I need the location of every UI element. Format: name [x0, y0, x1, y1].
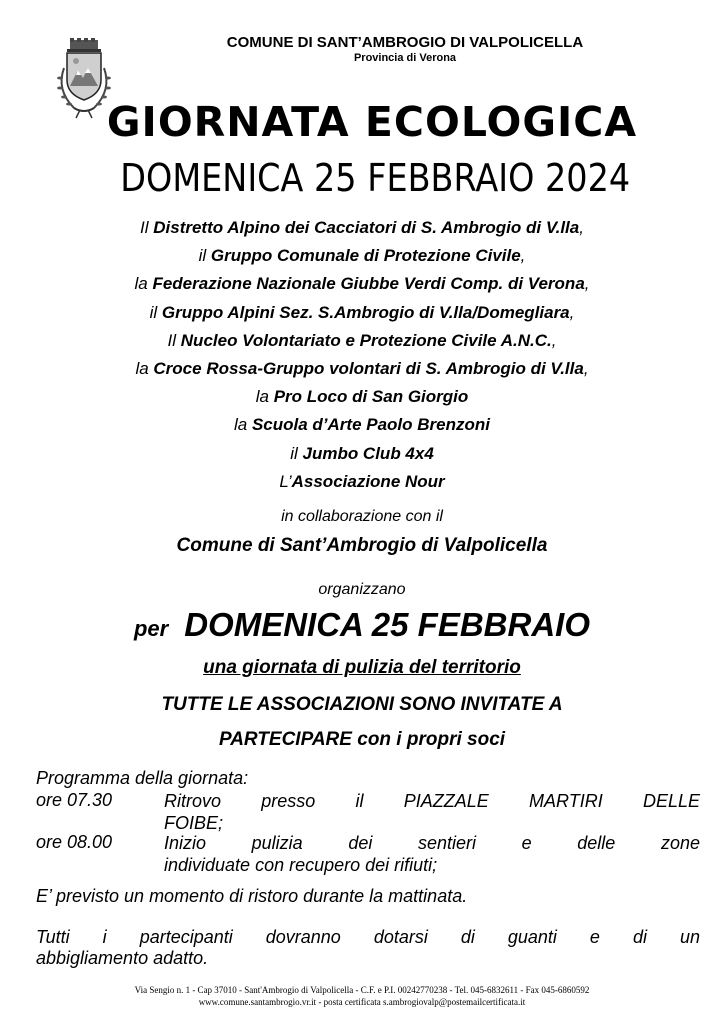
- program-title: Programma della giornata:: [36, 768, 249, 788]
- footer-address: Via Sengio n. 1 - Cap 37010 - Sant'Ambrogio di Valpolicella - C.F. e P.I. 00242770238 - Tel. 045-6832611 - Fax 045-6860592: [134, 985, 590, 995]
- collaboration-text: in collaborazione con il: [281, 508, 443, 525]
- organize-text: organizzano: [318, 581, 406, 598]
- program-time: ore 08.00: [36, 832, 113, 852]
- organization-item: la Scuola d’Arte Paolo Brenzoni: [233, 415, 490, 435]
- invitation-line-2: [0, 729, 724, 751]
- event-subtitle: una giornata di pulizia del territorio: [203, 657, 521, 678]
- program-description: [164, 790, 700, 834]
- page-title: GIORNATA ECOLOGICA: [106, 98, 638, 146]
- organization-item: la Pro Loco di San Giorgio: [255, 387, 469, 407]
- organization-item: Il Distretto Alpino dei Cacciatori di S. Ambrogio di V.lla,: [140, 218, 584, 237]
- organization-item: il Gruppo Comunale di Protezione Civile,: [198, 246, 526, 266]
- organizations-list: [0, 214, 724, 496]
- organization-item: la Croce Rossa-Gruppo volontari di S. Ambrogio di V.lla,: [135, 359, 589, 379]
- program-description-line: Ritrovo presso il PIAZZALE MARTIRI DELLE: [164, 791, 700, 811]
- gloves-note-line-1: Tutti i partecipanti dovranno dotarsi di guanti e di un: [36, 927, 700, 947]
- organization-item: L’Associazione Nour: [279, 471, 445, 491]
- program-description-line: FOIBE;: [164, 813, 224, 833]
- refreshment-note: E’ previsto un momento di ristoro durante la mattinata.: [36, 886, 468, 906]
- comune-name: Comune di Sant’Ambrogio di Valpolicella: [176, 535, 548, 556]
- province-name: Provincia di Verona: [353, 52, 457, 64]
- gloves-note-line-2: abbigliamento adatto.: [36, 948, 209, 968]
- program-time: ore 07.30: [36, 790, 113, 810]
- organization-item: Il Nucleo Volontariato e Protezione Civile A.N.C.,: [167, 330, 557, 350]
- municipality-name: COMUNE DI SANT’AMBROGIO DI VALPOLICELLA: [226, 34, 584, 51]
- organization-item: la Federazione Nazionale Giubbe Verdi Comp. di Verona,: [134, 274, 590, 294]
- invitation-rest: con i propri soci: [351, 729, 506, 750]
- event-date-heading: DOMENICA 25 FEBBRAIO 2024: [120, 156, 631, 200]
- event-date: DOMENICA 25 FEBBRAIO: [184, 606, 591, 643]
- program-description-line: individuate con recupero dei rifiuti;: [164, 855, 438, 875]
- organization-item: il Jumbo Club 4x4: [290, 443, 434, 463]
- invitation-emphasis: PARTECIPARE: [218, 729, 352, 750]
- invitation-line-1: TUTTE LE ASSOCIAZIONI SONO INVITATE A: [161, 694, 563, 715]
- footer-contacts: www.comune.santambrogio.vr.it - posta certificata s.ambrogiovalp@postemailcertificata.it: [198, 997, 526, 1007]
- per-label: per: [133, 616, 169, 641]
- program-item: [36, 790, 700, 834]
- program-description: [164, 832, 700, 876]
- program-description-line: Inizio pulizia dei sentieri e delle zone: [164, 833, 700, 853]
- event-date-line: [0, 606, 724, 644]
- program-item: [36, 832, 700, 876]
- organization-item: il Gruppo Alpini Sez. S.Ambrogio di V.lla/Domegliara,: [149, 302, 575, 322]
